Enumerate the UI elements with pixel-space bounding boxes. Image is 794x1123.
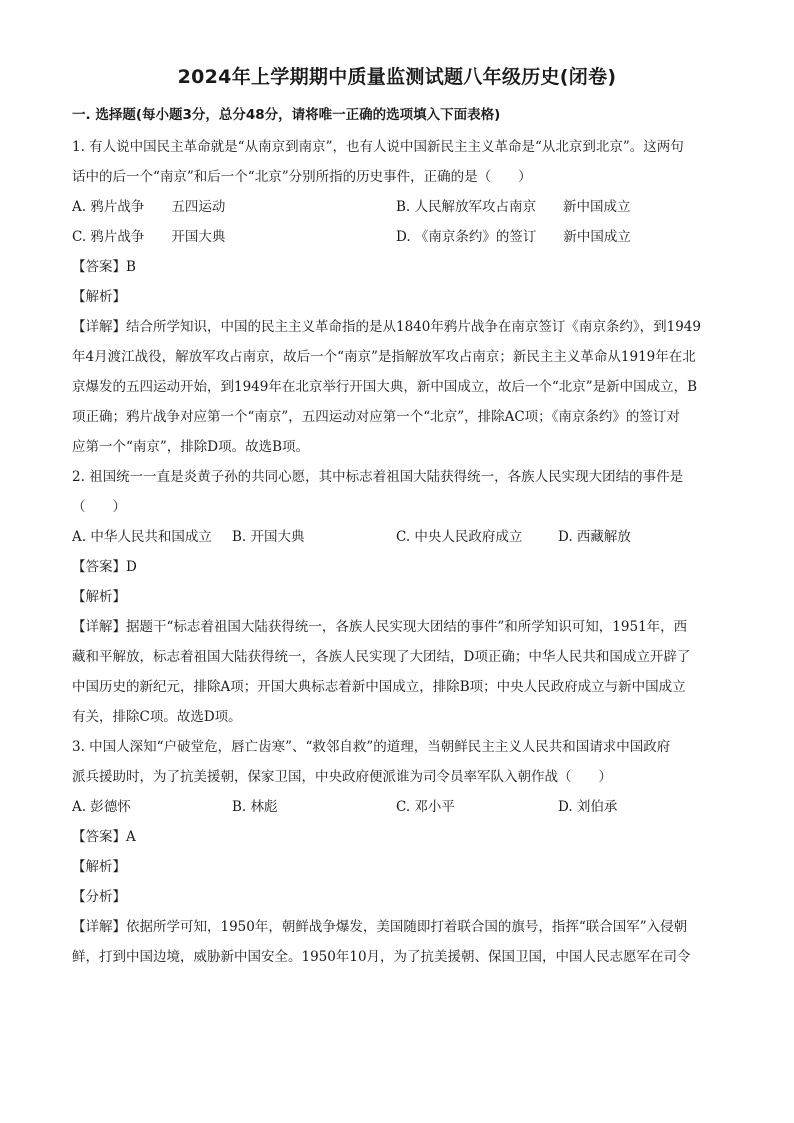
page-title: 2024年上学期期中质量监测试题八年级历史(闭卷) [177, 66, 617, 88]
option-d: D. 刘伯承 [558, 799, 618, 815]
question-3 [72, 732, 722, 972]
options-row [72, 192, 722, 222]
detail-line: 鲜，打到中国边境，威胁新中国安全。1950年10月，为了抗美援朝、保国卫国，中国人民志愿军在司令 [72, 949, 691, 965]
detail-line: 应第一个“南京”，排除D项。故选B项。 [72, 439, 310, 455]
question-stem-line: 2. 祖国统一一直是炎黄子孙的共同心愿，其中标志着祖国大陆获得统一，各族人民实现大团结的事件是 [72, 469, 684, 485]
option-b: B. 人民解放军攻占南京 新中国成立 [396, 199, 631, 215]
detail-line: 【详解】结合所学知识，中国的民主主义革命指的是从1840年鸦片战争在南京签订《南京条约》，到1949 [72, 319, 701, 335]
answer-label: 【答案】B [72, 259, 136, 275]
detail-line: 中国历史的新纪元，排除A项；开国大典标志着新中国成立，排除B项；中央人民政府成立与新中国成立 [72, 679, 686, 695]
answer-label: 【答案】D [72, 559, 137, 575]
detail-line: 有关，排除C项。故选D项。 [72, 709, 242, 725]
option-a: A. 彭德怀 [72, 799, 131, 815]
option-a: A. 中华人民共和国成立 [72, 529, 212, 545]
question-stem-line: 3. 中国人深知“户破堂危，唇亡齿寒”、“救邻自救”的道理，当朝鲜民主主义人民共和国请求中国政府 [72, 739, 671, 755]
option-b: B. 开国大典 [232, 529, 305, 545]
question-stem-line: 话中的后一个“南京”和后一个“北京”分别所指的历史事件，正确的是（ ） [72, 169, 532, 185]
question-2 [72, 462, 722, 732]
options-row [72, 522, 722, 552]
question-1 [72, 132, 722, 462]
fenxi-label: 【分析】 [72, 889, 126, 905]
option-b: B. 林彪 [232, 799, 278, 815]
option-d: D. 《南京条约》的签订 新中国成立 [396, 229, 631, 245]
detail-line: 京爆发的五四运动开始，到1949年在北京举行开国大典，新中国成立，故后一个“北京”是新中国成立，B [72, 379, 698, 395]
options-row [72, 792, 722, 822]
option-c: C. 中央人民政府成立 [396, 529, 523, 545]
analysis-label: 【解析】 [72, 859, 126, 875]
detail-line: 【详解】据题干“标志着祖国大陆获得统一，各族人民实现大团结的事件”和所学知识可知，1951年，西 [72, 619, 688, 635]
detail-line: 项正确；鸦片战争对应第一个“南京”，五四运动对应第一个“北京”，排除AC项；《南京条约》的签订对 [72, 409, 680, 425]
exam-page [72, 62, 722, 972]
detail-line: 年4月渡江战役，解放军攻占南京，故后一个“南京”是指解放军攻占南京；新民主主义革命从1919年在北 [72, 349, 696, 365]
option-c: C. 鸦片战争 开国大典 [72, 229, 226, 245]
option-a: A. 鸦片战争 五四运动 [72, 199, 226, 215]
question-stem-line: （ ） [72, 499, 126, 515]
question-stem-line: 1. 有人说中国民主革命就是“从南京到南京”，也有人说中国新民主主义革命是“从北京到北京”。这两句 [72, 139, 684, 155]
question-stem-line: 派兵援助时，为了抗美援朝，保家卫国，中央政府便派谁为司令员率军队入朝作战（ ） [72, 769, 612, 785]
detail-line: 【详解】依据所学可知，1950年，朝鲜战争爆发，美国随即打着联合国的旗号，指挥“联合国军”入侵朝 [72, 919, 688, 935]
option-d: D. 西藏解放 [558, 529, 631, 545]
option-c: C. 邓小平 [396, 799, 455, 815]
section-heading: 一. 选择题(每小题3分，总分48分，请将唯一正确的选项填入下面表格) [72, 107, 501, 123]
options-row [72, 222, 722, 252]
analysis-label: 【解析】 [72, 589, 126, 605]
analysis-label: 【解析】 [72, 289, 126, 305]
answer-label: 【答案】A [72, 829, 136, 845]
detail-line: 藏和平解放，标志着祖国大陆获得统一，各族人民实现了大团结，D项正确；中华人民共和国成立开辟了 [72, 649, 691, 665]
